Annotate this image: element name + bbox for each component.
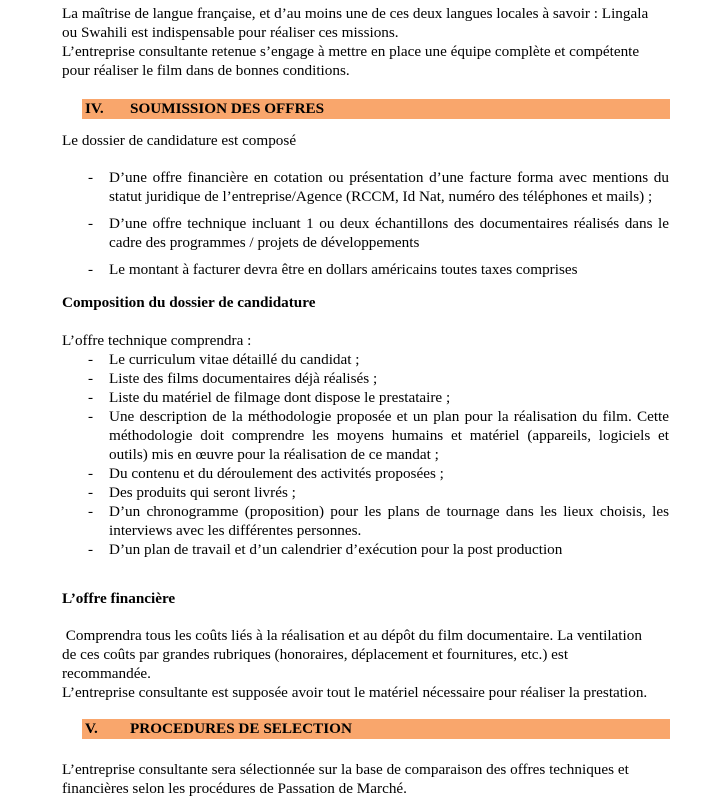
financial-paragraph (62, 626, 670, 702)
dash-bullet: - (88, 215, 94, 232)
dash-bullet: - (88, 261, 94, 278)
list-item (0, 214, 669, 252)
dash-bullet: - (88, 169, 94, 186)
list-item (0, 502, 669, 540)
dash-bullet: - (88, 465, 94, 482)
dash-bullet: - (88, 484, 94, 501)
list-item-text: D’un chronogramme (proposition) pour les plans de tournage dans les lieux choisis, les interviews avec les différentes personnes. (109, 503, 669, 539)
financial-line: L’entreprise consultante est supposée avoir tout le matériel nécessaire pour réaliser la prestation. (62, 684, 648, 701)
intro-line: ou Swahili est indispensable pour réaliser ces missions. (62, 24, 399, 41)
section-heading-v (82, 719, 670, 739)
selection-paragraph (62, 760, 670, 798)
dash-bullet: - (88, 351, 94, 368)
list-item (0, 540, 669, 559)
list-item (0, 483, 669, 502)
financial-line: de ces coûts par grandes rubriques (honoraires, déplacement et fournitures, etc.) est (62, 646, 569, 663)
list-item-text: Le montant à facturer devra être en dollars américains toutes taxes comprises (109, 261, 578, 278)
intro-line: pour réaliser le film dans de bonnes conditions. (62, 62, 350, 79)
list-item-text: Liste des films documentaires déjà réalisés ; (109, 370, 378, 387)
list-item-text: Du contenu et du déroulement des activités proposées ; (109, 465, 444, 482)
list-item (0, 369, 669, 388)
financial-line: recommandée. (62, 665, 151, 682)
financial-line: Comprendra tous les coûts liés à la réalisation et au dépôt du film documentaire. La ventilation (62, 627, 642, 644)
list-item-text: Des produits qui seront livrés ; (109, 484, 296, 501)
intro-line: L’entreprise consultante retenue s’engage à mettre en place une équipe complète et compétente (62, 43, 640, 60)
dash-bullet: - (88, 370, 94, 387)
list-item (0, 168, 669, 206)
list-item-text: D’une offre technique incluant 1 ou deux échantillons des documentaires réalisés dans le cadre des programmes / projets de développements (109, 215, 669, 251)
list-item (0, 260, 669, 279)
intro-line: La maîtrise de langue française, et d’au moins une de ces deux langues locales à savoir : Lingala (62, 5, 649, 22)
section-lead: Le dossier de candidature est composé (62, 132, 297, 149)
list-item (0, 407, 669, 464)
list-item-text: Une description de la méthodologie proposée et un plan pour la réalisation du film. Cette méthodologie doit comprendre les moyens humains et matériel (appareils, logiciels et outils) mis en œuvre pour la réalisation de ce mandat ; (109, 408, 669, 463)
dash-bullet: - (88, 408, 94, 425)
list-item-text: D’un plan de travail et d’un calendrier d’exécution pour la post production (109, 541, 563, 558)
selection-line: financières selon les procédures de Passation de Marché. (62, 780, 407, 797)
section-number: V. (85, 720, 98, 737)
list-item-text: Le curriculum vitae détaillé du candidat ; (109, 351, 360, 368)
section-title: PROCEDURES DE SELECTION (130, 720, 352, 737)
list-item (0, 464, 669, 483)
list-item-text: D’une offre financière en cotation ou présentation d’une facture forma avec mentions du statut juridique de l’entreprise/Agence (RCCM, Id Nat, numéro des téléphones et mails) ; (109, 169, 669, 205)
dash-bullet: - (88, 541, 94, 558)
subheading-composition: Composition du dossier de candidature (62, 294, 316, 311)
selection-line: L’entreprise consultante sera sélectionnée sur la base de comparaison des offres techniques et (62, 761, 629, 778)
dash-bullet: - (88, 389, 94, 406)
list-item (0, 388, 669, 407)
section-number: IV. (85, 100, 104, 117)
section-title: SOUMISSION DES OFFRES (130, 100, 325, 117)
dash-bullet: - (88, 503, 94, 520)
subheading-financial-offer: L’offre financière (62, 590, 176, 607)
list-item (0, 350, 669, 369)
offer-list (0, 168, 711, 279)
technical-offer-lead: L’offre technique comprendra : (62, 332, 252, 349)
intro-paragraph (62, 4, 670, 80)
technical-offer-list (0, 350, 711, 559)
section-heading-iv (82, 99, 670, 119)
list-item-text: Liste du matériel de filmage dont dispose le prestataire ; (109, 389, 451, 406)
